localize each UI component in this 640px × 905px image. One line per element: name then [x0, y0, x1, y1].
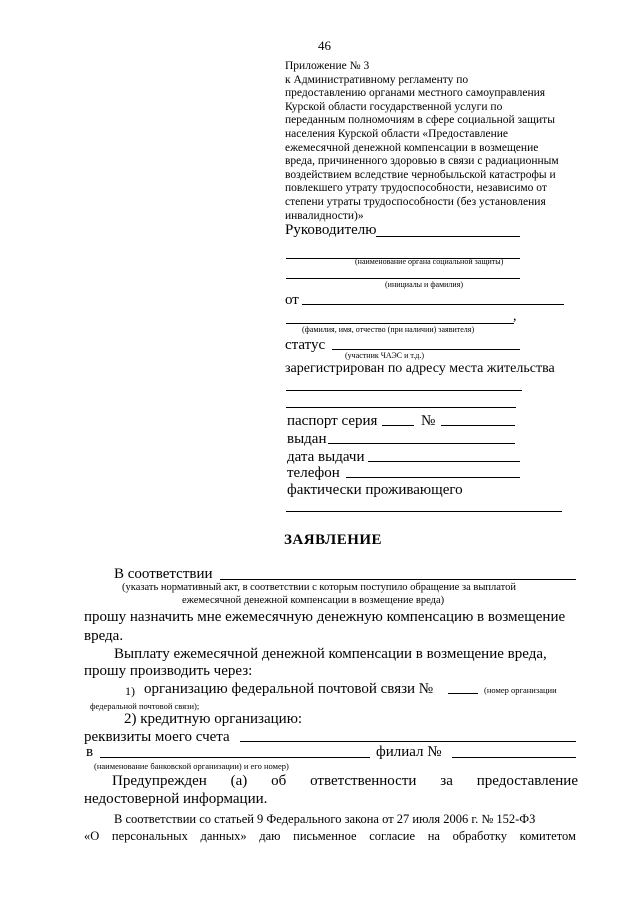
branch-label: филиал №	[376, 744, 442, 760]
status-label: статус	[285, 337, 326, 353]
from-label: от	[285, 292, 299, 308]
bank-field-line[interactable]	[100, 757, 370, 758]
page-number: 46	[318, 38, 331, 53]
to-field-line[interactable]	[376, 236, 520, 237]
issue-date-line[interactable]	[368, 461, 520, 462]
passport-number-line[interactable]	[441, 425, 515, 426]
account-field-line[interactable]	[240, 741, 576, 742]
registered-label: зарегистрирован по адресу места жительства	[285, 361, 555, 376]
issue-date-label: дата выдачи	[287, 449, 365, 465]
issued-label: выдан	[287, 431, 327, 447]
consent-word: «О	[84, 829, 100, 843]
branch-field-line[interactable]	[452, 757, 576, 758]
address-line-2[interactable]	[286, 407, 516, 408]
consent-word: согласие	[369, 829, 416, 843]
warned-word: Предупрежден	[112, 773, 207, 789]
annex-line: вреда, причиненного здоровью в связи с радиационным	[285, 155, 559, 168]
warned-line-1	[112, 773, 578, 790]
annex-line: переданным полномочиям в сфере социальной защиты	[285, 114, 555, 127]
annex-line: воздействием вследствие чернобыльской катастрофы и	[285, 168, 556, 181]
consent-word: обработку	[452, 829, 508, 843]
accordance-label: В соответствии	[114, 566, 213, 582]
account-label: реквизиты моего счета	[84, 729, 230, 745]
option1-hint-a: (номер организации	[484, 685, 557, 695]
address-line-1[interactable]	[286, 390, 522, 391]
actual-address-line[interactable]	[286, 511, 562, 512]
payment-line-1: Выплату ежемесячной денежной компенсации в возмещение вреда,	[114, 646, 547, 662]
warned-word: ответственности	[310, 773, 417, 789]
warned-line-2: недостоверной информации.	[84, 791, 268, 807]
in-label: в	[86, 744, 94, 760]
comma: ,	[513, 309, 517, 324]
consent-word: персональных	[111, 829, 188, 843]
hint-act-2: ежемесячной денежной компенсации в возмещение вреда)	[182, 595, 445, 606]
number-sign: №	[421, 413, 436, 429]
hint-organ: (наименование органа социальной защиты)	[355, 257, 504, 266]
phone-label: телефон	[287, 465, 340, 481]
hint-fio: (фамилия, имя, отчество (при наличии) заявителя)	[302, 325, 475, 334]
annex-line: степени утраты трудоспособности (без установления	[285, 195, 546, 208]
status-field-line[interactable]	[332, 349, 520, 350]
initials-field-line[interactable]	[286, 278, 520, 279]
annex-line: к Административному регламенту по	[285, 73, 469, 86]
consent-word: комитетом	[519, 829, 576, 843]
consent-word: письменное	[293, 829, 357, 843]
statement-title: ЗАЯВЛЕНИЕ	[284, 532, 383, 548]
option2-text: 2) кредитную организацию:	[124, 711, 303, 727]
annex-title: Приложение № 3	[285, 60, 370, 72]
issued-field-line[interactable]	[328, 443, 515, 444]
annex-line: инвалидности)»	[285, 209, 364, 222]
warned-word: предоставление	[476, 773, 578, 789]
warned-word: об	[271, 773, 287, 789]
actual-label: фактически проживающего	[287, 482, 463, 498]
consent-line-2	[84, 829, 576, 844]
act-field-line[interactable]	[220, 579, 576, 580]
phone-line[interactable]	[346, 477, 520, 478]
passport-label: паспорт серия	[287, 413, 378, 429]
hint-bank: (наименование банковской организации) и его номер)	[94, 761, 289, 771]
hint-act-1: (указать нормативный акт, в соответствии с которым поступило обращение за выплатой	[122, 582, 516, 593]
payment-line-2: прошу производить через:	[84, 663, 253, 679]
from-field-line[interactable]	[302, 304, 564, 305]
request-line-2: вреда.	[84, 628, 124, 644]
annex-line: предоставлению органами местного самоуправления	[285, 87, 546, 100]
request-line-1: прошу назначить мне ежемесячную денежную компенсацию в возмещение	[84, 609, 566, 625]
consent-word: данных»	[200, 829, 247, 843]
consent-word: даю	[259, 829, 281, 843]
warned-word: (а)	[230, 773, 248, 789]
annex-line: Курской области государственной услуги по	[285, 100, 503, 113]
post-office-number-line[interactable]	[448, 693, 478, 694]
fio-field-line[interactable]	[286, 323, 514, 324]
annex-line: повлекшего утрату трудоспособности, независимо от	[285, 182, 547, 195]
annex-block	[285, 60, 585, 223]
passport-series-line[interactable]	[382, 425, 414, 426]
annex-line: населения Курской области «Предоставление	[285, 127, 508, 140]
warned-word: за	[440, 773, 453, 789]
consent-line-1: В соответствии со статьей 9 Федерального закона от 27 июля 2006 г. № 152-ФЗ	[114, 812, 536, 826]
hint-status: (участник ЧАЭС и т.д.)	[345, 351, 425, 360]
option1-hint-b: федеральной почтовой связи);	[90, 701, 200, 711]
option1-text: организацию федеральной почтовой связи №	[144, 681, 434, 697]
hint-initials: (инициалы и фамилия)	[385, 280, 464, 289]
annex-line: ежемесячной денежной компенсации в возмещение	[285, 141, 539, 154]
option1-num: 1)	[125, 684, 135, 698]
consent-word: на	[427, 829, 440, 843]
to-label: Руководителю	[285, 222, 377, 238]
